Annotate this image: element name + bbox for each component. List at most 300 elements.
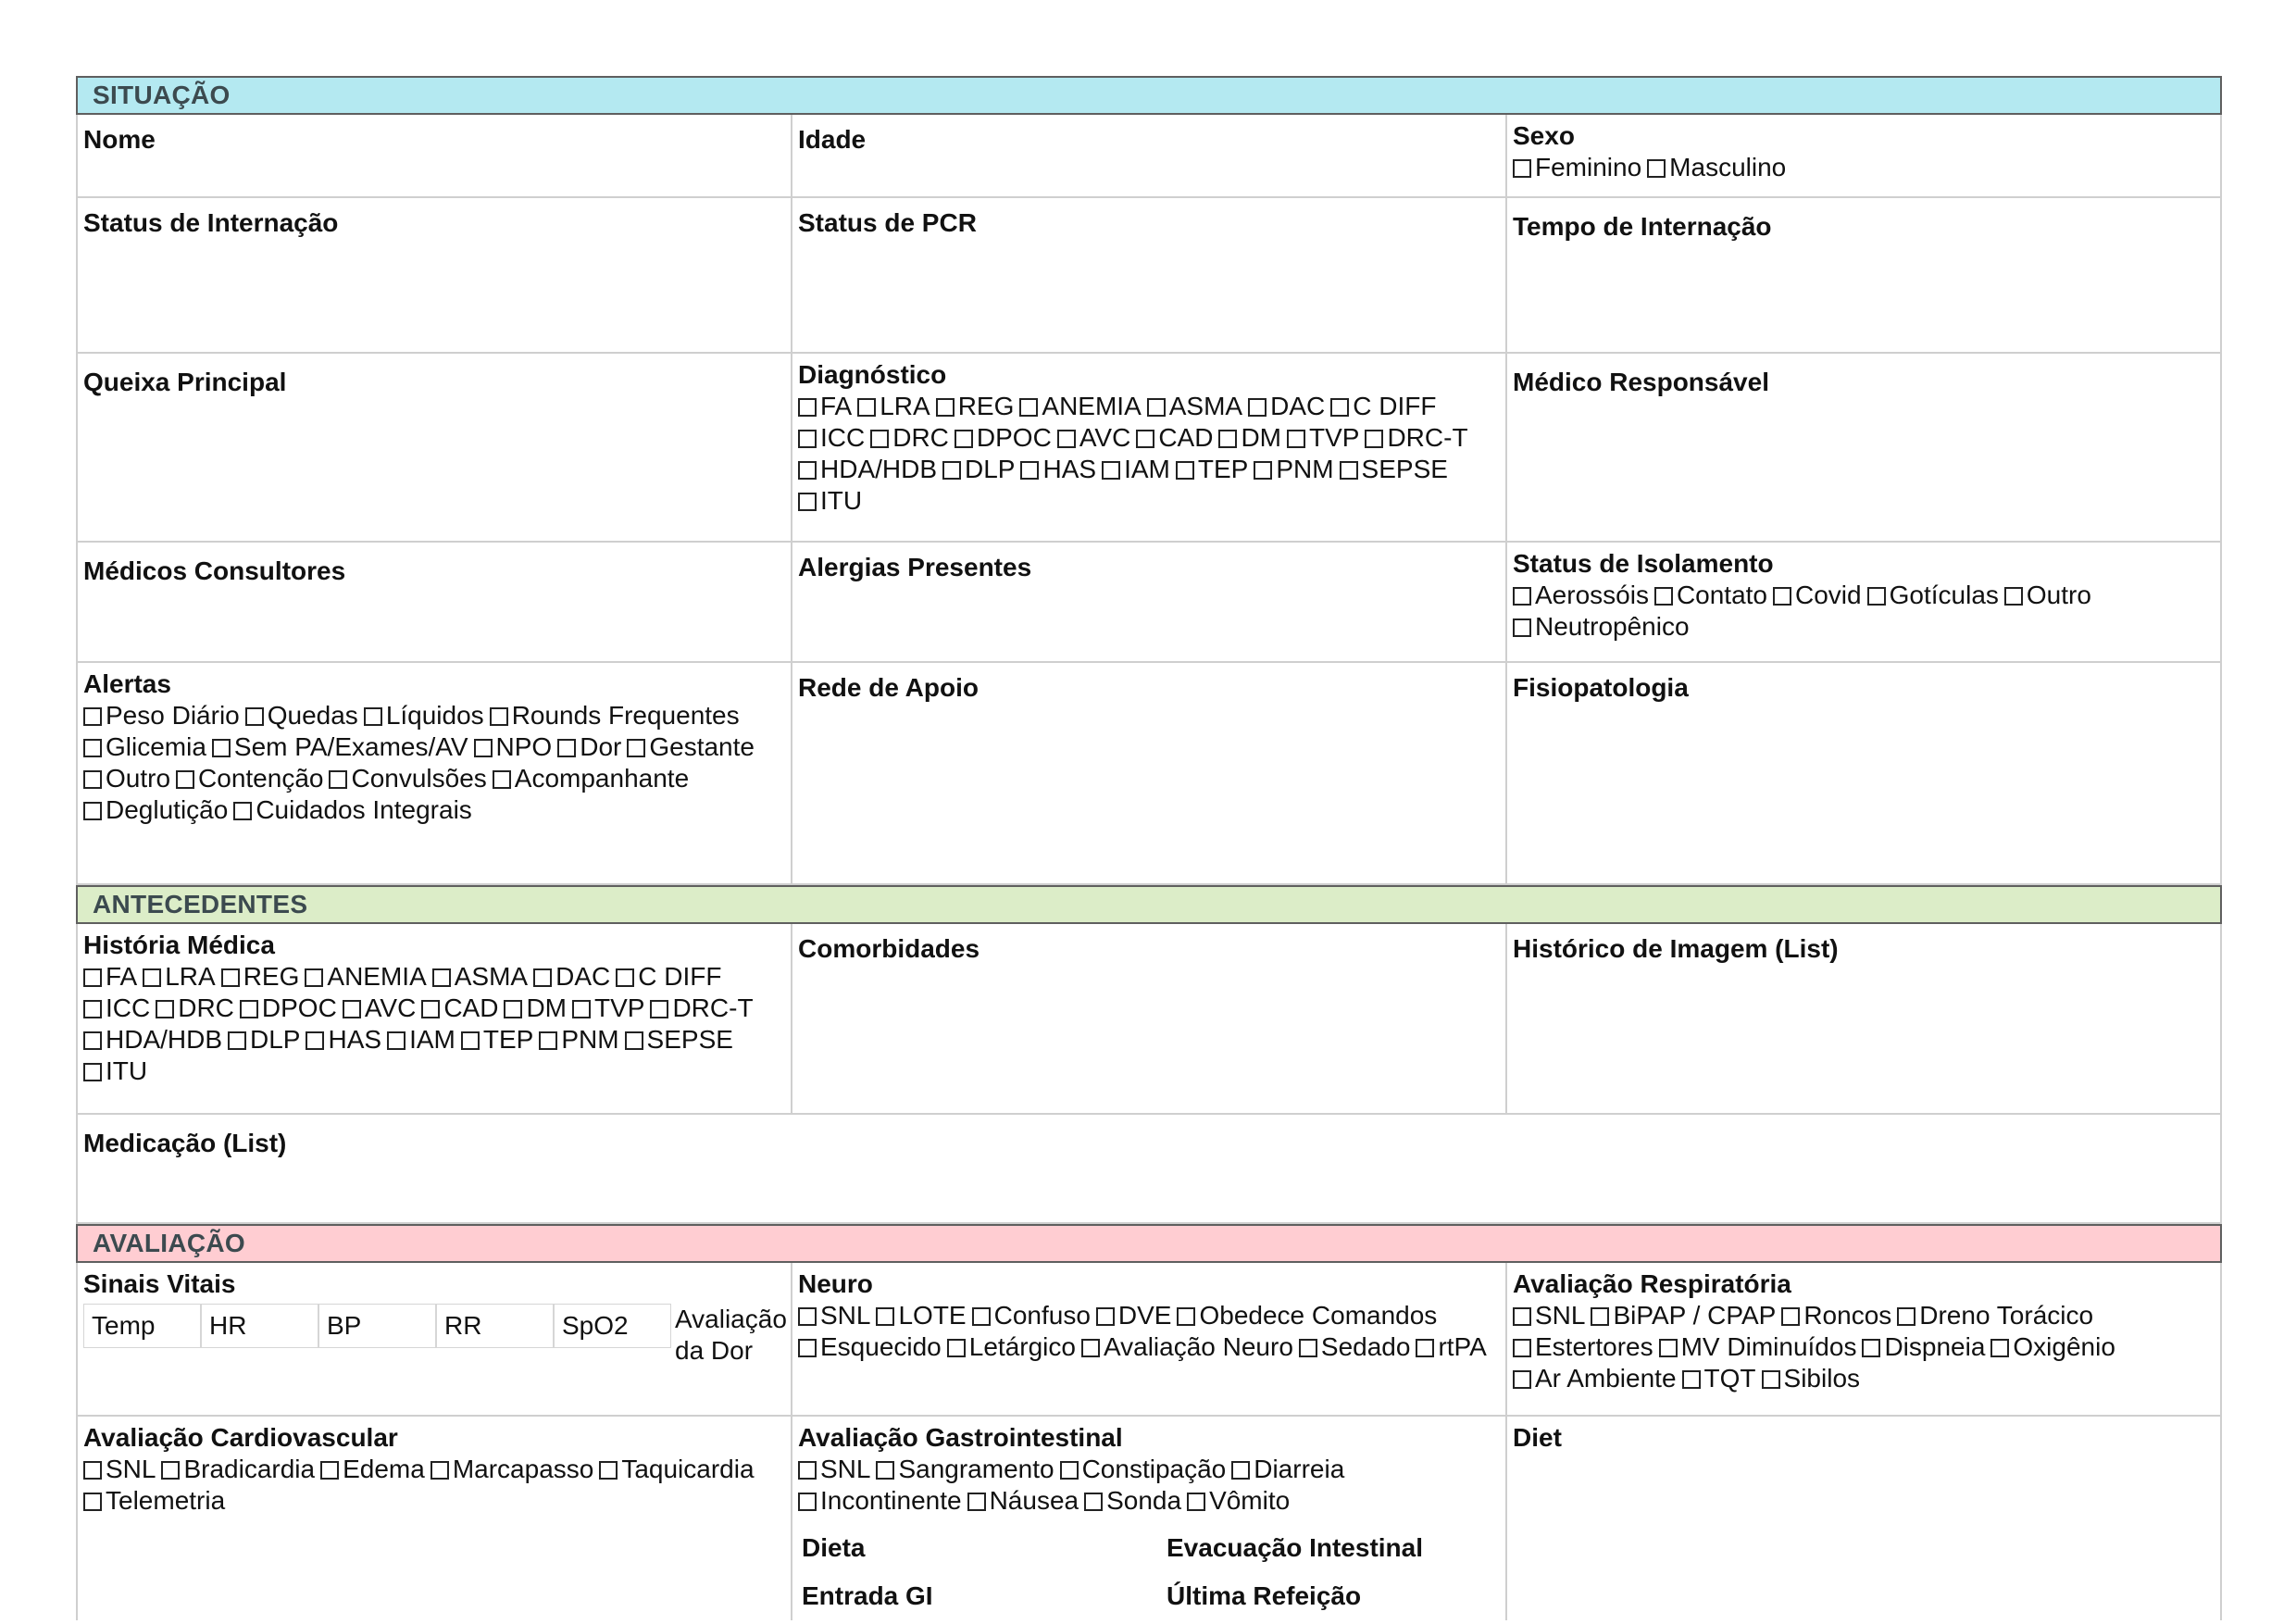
label-isolamento: Status de Isolamento <box>1513 549 1774 578</box>
checkbox-option[interactable] <box>240 993 337 1024</box>
checkbox-label: HAS <box>328 1025 382 1054</box>
cell-tempo-internacao[interactable] <box>1507 198 2220 352</box>
checkbox-icon[interactable] <box>798 1307 817 1326</box>
checkbox-icon[interactable] <box>161 1461 180 1480</box>
checkbox-option[interactable] <box>83 1056 147 1087</box>
checkbox-option[interactable] <box>798 485 862 517</box>
checkbox-option[interactable] <box>83 794 228 826</box>
checkbox-icon[interactable] <box>2004 587 2023 606</box>
checkbox-option[interactable] <box>212 731 468 763</box>
checkbox-icon[interactable] <box>83 802 102 820</box>
checkbox-icon[interactable] <box>83 1031 102 1050</box>
checkbox-icon[interactable] <box>1287 430 1305 448</box>
checkbox-icon[interactable] <box>857 398 876 417</box>
checkbox-option[interactable] <box>329 763 486 794</box>
checkbox-option[interactable] <box>942 454 1015 485</box>
checkbox-label: HAS <box>1042 455 1097 483</box>
checkbox-icon[interactable] <box>83 1063 102 1081</box>
checkbox-option[interactable] <box>233 794 471 826</box>
checkbox-label: HDA/HDB <box>820 455 938 483</box>
checkbox-icon[interactable] <box>461 1031 480 1050</box>
checkbox-option[interactable] <box>1659 1331 1857 1363</box>
checkbox-option[interactable] <box>557 731 621 763</box>
checkbox-icon[interactable] <box>1060 1461 1079 1480</box>
checkbox-option[interactable] <box>539 1024 618 1056</box>
cell-medico-responsavel[interactable] <box>1507 354 2220 541</box>
checkbox-option[interactable] <box>627 731 755 763</box>
checkbox-option[interactable] <box>1081 1331 1293 1363</box>
checkbox-icon[interactable] <box>83 1493 102 1511</box>
checkbox-icon[interactable] <box>1330 398 1349 417</box>
checkbox-label: TEP <box>482 1025 534 1054</box>
checkbox-option[interactable] <box>1990 1331 2115 1363</box>
checkbox-option[interactable] <box>1330 391 1436 422</box>
checkbox-option[interactable] <box>1176 454 1248 485</box>
checkbox-icon[interactable] <box>572 1000 591 1018</box>
checkbox-option[interactable] <box>461 1024 533 1056</box>
cell-queixa[interactable] <box>78 354 792 541</box>
gi-field-ultima-refeicao[interactable]: Última Refeição <box>1167 1581 1362 1610</box>
row-identification <box>76 115 2222 198</box>
checkbox-icon[interactable] <box>625 1031 643 1050</box>
cell-alergias[interactable] <box>792 543 1507 661</box>
checkbox-option[interactable] <box>421 993 498 1024</box>
checkbox-icon[interactable] <box>798 1493 817 1511</box>
checkbox-label: C DIFF <box>638 962 722 991</box>
label-idade: Idade <box>798 125 867 154</box>
checkbox-icon[interactable] <box>1147 398 1166 417</box>
checkbox-icon[interactable] <box>798 398 817 417</box>
checkbox-option[interactable] <box>83 1485 225 1517</box>
checkbox-option[interactable] <box>2004 580 2091 611</box>
checkbox-icon[interactable] <box>1081 1339 1100 1357</box>
checkbox-label: SNL <box>820 1301 871 1330</box>
checkbox-option[interactable] <box>1682 1363 1756 1394</box>
checkbox-label: FA <box>106 962 138 991</box>
checkbox-icon[interactable] <box>1177 1307 1195 1326</box>
checkbox-option[interactable] <box>1136 422 1213 454</box>
checkbox-label: DAC <box>555 962 611 991</box>
checkbox-option[interactable] <box>320 1454 425 1485</box>
checkbox-option[interactable] <box>387 1024 455 1056</box>
checkbox-label: DM <box>526 993 567 1022</box>
checkbox-option[interactable] <box>798 391 852 422</box>
checkbox-label: DM <box>1241 423 1281 452</box>
row-historia <box>76 924 2222 1115</box>
checkbox-icon[interactable] <box>798 1461 817 1480</box>
checkbox-option[interactable] <box>1102 454 1170 485</box>
checkbox-option[interactable] <box>1020 454 1096 485</box>
checkbox-label: Taquicardia <box>621 1455 755 1483</box>
checkbox-icon[interactable] <box>876 1461 894 1480</box>
checkbox-icon[interactable] <box>1591 1307 1609 1326</box>
checkbox-label: Convulsões <box>351 764 487 793</box>
checkbox-icon[interactable] <box>1019 398 1038 417</box>
checkbox-option[interactable] <box>1513 1331 1653 1363</box>
cell-fisiopatologia[interactable] <box>1507 663 2220 883</box>
checkbox-option[interactable] <box>1416 1331 1486 1363</box>
checkbox-option[interactable] <box>1897 1300 2093 1331</box>
cell-comorbidades[interactable] <box>792 924 1507 1113</box>
checkbox-option[interactable] <box>1591 1300 1776 1331</box>
checkbox-option[interactable] <box>1781 1300 1891 1331</box>
checkbox-option[interactable] <box>650 993 753 1024</box>
gi-field-dieta[interactable]: Dieta <box>802 1533 866 1562</box>
checkbox-option[interactable] <box>343 993 417 1024</box>
checkbox-icon[interactable] <box>1416 1339 1434 1357</box>
checkbox-icon[interactable] <box>1990 1339 2009 1357</box>
checkbox-icon[interactable] <box>421 1000 440 1018</box>
checkbox-label: PNM <box>1276 455 1334 483</box>
checkbox-icon[interactable] <box>798 430 817 448</box>
checkbox-icon[interactable] <box>83 1461 102 1480</box>
checkbox-icon[interactable] <box>539 1031 557 1050</box>
checkbox-icon[interactable] <box>364 707 382 726</box>
checkbox-icon[interactable] <box>1136 430 1154 448</box>
checkbox-label: ITU <box>106 1056 148 1085</box>
checkbox-option[interactable] <box>1187 1485 1290 1517</box>
checkbox-option[interactable] <box>1084 1485 1181 1517</box>
checkbox-icon[interactable] <box>533 968 552 987</box>
checkbox-icon[interactable] <box>1773 587 1791 606</box>
checkbox-icon[interactable] <box>432 968 451 987</box>
label-historia-medica: História Médica <box>83 931 275 959</box>
checkbox-icon[interactable] <box>176 770 194 789</box>
checkbox-icon[interactable] <box>1862 1339 1880 1357</box>
checkbox-icon[interactable] <box>1084 1493 1103 1511</box>
checkbox-option[interactable] <box>1231 1454 1344 1485</box>
checkbox-label: Masculino <box>1669 153 1787 181</box>
label-rede-apoio: Rede de Apoio <box>798 673 979 702</box>
checkbox-icon[interactable] <box>1187 1493 1205 1511</box>
row-medicacao <box>76 1115 2222 1224</box>
checkbox-icon[interactable] <box>1513 618 1531 637</box>
checkbox-icon[interactable] <box>1176 461 1194 480</box>
checkbox-label: ANEMIA <box>327 962 427 991</box>
checkbox-option[interactable] <box>504 993 567 1024</box>
checkbox-icon[interactable] <box>228 1031 246 1050</box>
checkbox-icon[interactable] <box>1299 1339 1317 1357</box>
checkbox-option[interactable] <box>83 961 137 993</box>
label-respiratoria: Avaliação Respiratória <box>1513 1269 1791 1298</box>
options-cardio <box>83 1454 785 1517</box>
cell-neuro <box>792 1263 1507 1415</box>
checkbox-option[interactable] <box>83 993 150 1024</box>
checkbox-icon[interactable] <box>942 461 961 480</box>
checkbox-option[interactable] <box>870 422 949 454</box>
checkbox-option[interactable] <box>1513 580 1649 611</box>
checkbox-option[interactable] <box>798 1300 870 1331</box>
section-header-avaliacao: AVALIAÇÃO <box>76 1224 2222 1263</box>
checkbox-icon[interactable] <box>1057 430 1076 448</box>
checkbox-icon[interactable] <box>1654 587 1673 606</box>
checkbox-label: DAC <box>1270 392 1326 420</box>
checkbox-icon[interactable] <box>1762 1370 1780 1389</box>
checkbox-icon[interactable] <box>1513 1370 1531 1389</box>
checkbox-icon[interactable] <box>83 707 102 726</box>
vitals-col-rr[interactable]: RR <box>436 1304 554 1348</box>
checkbox-label: CAD <box>1158 423 1214 452</box>
checkbox-option[interactable] <box>798 1454 870 1485</box>
checkbox-icon[interactable] <box>1647 159 1666 178</box>
cell-status-pcr[interactable] <box>792 198 1507 352</box>
checkbox-option[interactable] <box>798 1331 942 1363</box>
checkbox-label: Vômito <box>1209 1486 1291 1515</box>
checkbox-option[interactable] <box>616 961 721 993</box>
checkbox-option[interactable] <box>936 391 1015 422</box>
cell-alertas <box>78 663 792 883</box>
checkbox-icon[interactable] <box>798 493 817 511</box>
vitals-col-spo2[interactable]: SpO2 <box>554 1304 671 1348</box>
checkbox-icon[interactable] <box>305 968 323 987</box>
checkbox-label: Peso Diário <box>106 701 240 730</box>
checkbox-icon[interactable] <box>83 1000 102 1018</box>
checkbox-option[interactable] <box>493 763 689 794</box>
checkbox-option[interactable] <box>857 391 930 422</box>
checkbox-option[interactable] <box>1019 391 1141 422</box>
checkbox-label: Telemetria <box>106 1486 226 1515</box>
checkbox-icon[interactable] <box>1340 461 1358 480</box>
checkbox-icon[interactable] <box>430 1461 449 1480</box>
checkbox-label: Oxigênio <box>2013 1332 2115 1361</box>
checkbox-option[interactable] <box>1513 1300 1585 1331</box>
cell-idade[interactable] <box>792 115 1507 196</box>
cell-status-internacao[interactable] <box>78 198 792 352</box>
checkbox-label: DLP <box>965 455 1016 483</box>
checkbox-icon[interactable] <box>1897 1307 1915 1326</box>
checkbox-icon[interactable] <box>504 1000 522 1018</box>
checkbox-icon[interactable] <box>1218 430 1237 448</box>
checkbox-option[interactable] <box>572 993 644 1024</box>
checkbox-option[interactable] <box>533 961 610 993</box>
checkbox-label: Outro <box>106 764 171 793</box>
vitals-col-hr[interactable]: HR <box>201 1304 318 1348</box>
checkbox-label: DPOC <box>261 993 337 1022</box>
checkbox-option[interactable] <box>798 422 865 454</box>
checkbox-option[interactable] <box>1248 391 1325 422</box>
cell-cardio <box>78 1417 792 1620</box>
cell-medicacao[interactable] <box>78 1115 2220 1222</box>
checkbox-icon[interactable] <box>1102 461 1120 480</box>
checkbox-label: Contenção <box>198 764 324 793</box>
checkbox-icon[interactable] <box>329 770 347 789</box>
checkbox-icon[interactable] <box>233 802 252 820</box>
checkbox-option[interactable] <box>83 700 240 731</box>
checkbox-icon[interactable] <box>212 739 231 757</box>
checkbox-icon[interactable] <box>493 770 511 789</box>
checkbox-option[interactable] <box>1513 1363 1677 1394</box>
checkbox-icon[interactable] <box>955 430 973 448</box>
checkbox-option[interactable] <box>876 1300 966 1331</box>
checkbox-option[interactable] <box>305 961 426 993</box>
checkbox-icon[interactable] <box>798 461 817 480</box>
checkbox-icon[interactable] <box>83 770 102 789</box>
checkbox-label: TVP <box>1308 423 1360 452</box>
checkbox-option[interactable] <box>625 1024 733 1056</box>
checkbox-icon[interactable] <box>1513 1339 1531 1357</box>
vitals-col-temp[interactable]: Temp <box>83 1304 201 1348</box>
checkbox-label: DRC <box>892 423 949 452</box>
checkbox-option[interactable] <box>1057 422 1131 454</box>
checkbox-option[interactable] <box>1218 422 1281 454</box>
checkbox-option[interactable] <box>1365 422 1467 454</box>
checkbox-icon[interactable] <box>1231 1461 1250 1480</box>
label-alergias: Alergias Presentes <box>798 553 1032 581</box>
checkbox-icon[interactable] <box>1659 1339 1678 1357</box>
checkbox-option[interactable] <box>1147 391 1242 422</box>
label-diagnostico: Diagnóstico <box>798 360 947 389</box>
checkbox-option[interactable] <box>1513 152 1641 183</box>
checkbox-option[interactable] <box>1647 152 1786 183</box>
checkbox-icon[interactable] <box>1365 430 1383 448</box>
vitals-col-bp[interactable]: BP <box>318 1304 436 1348</box>
checkbox-icon[interactable] <box>240 1000 258 1018</box>
checkbox-icon[interactable] <box>306 1031 324 1050</box>
checkbox-label: SEPSE <box>646 1025 733 1054</box>
checkbox-option[interactable] <box>474 731 553 763</box>
checkbox-icon[interactable] <box>967 1493 986 1511</box>
checkbox-option[interactable] <box>432 961 528 993</box>
cell-nome[interactable] <box>78 115 792 196</box>
checkbox-option[interactable] <box>1867 580 1999 611</box>
checkbox-option[interactable] <box>947 1331 1076 1363</box>
checkbox-label: AVC <box>1079 423 1131 452</box>
checkbox-option[interactable] <box>156 993 234 1024</box>
checkbox-option[interactable] <box>1773 580 1862 611</box>
checkbox-option[interactable] <box>1287 422 1359 454</box>
row-cardio-gi <box>76 1417 2222 1620</box>
checkbox-option[interactable] <box>798 1485 962 1517</box>
checkbox-icon[interactable] <box>1513 1307 1531 1326</box>
checkbox-icon[interactable] <box>1020 461 1039 480</box>
checkbox-icon[interactable] <box>936 398 955 417</box>
checkbox-icon[interactable] <box>343 1000 361 1018</box>
checkbox-icon[interactable] <box>387 1031 406 1050</box>
checkbox-label: Líquidos <box>385 701 484 730</box>
checkbox-option[interactable] <box>490 700 740 731</box>
checkbox-option[interactable] <box>1762 1363 1860 1394</box>
checkbox-option[interactable] <box>1862 1331 1985 1363</box>
checkbox-label: LRA <box>880 392 930 420</box>
gi-fields <box>798 1524 1500 1620</box>
checkbox-icon[interactable] <box>650 1000 668 1018</box>
checkbox-icon[interactable] <box>876 1307 894 1326</box>
checkbox-option[interactable] <box>221 961 300 993</box>
cell-diet[interactable] <box>1507 1417 2220 1620</box>
checkbox-icon[interactable] <box>1096 1307 1115 1326</box>
form-sheet <box>76 76 2222 1620</box>
checkbox-option[interactable] <box>143 961 215 993</box>
label-cardio: Avaliação Cardiovascular <box>83 1423 398 1452</box>
cell-medicos-consultores[interactable] <box>78 543 792 661</box>
gi-field-entrada[interactable]: Entrada GI <box>802 1581 933 1610</box>
label-medicos-consultores: Médicos Consultores <box>83 556 346 585</box>
checkbox-option[interactable] <box>83 731 206 763</box>
cell-sexo <box>1507 115 2220 196</box>
checkbox-option[interactable] <box>798 454 937 485</box>
checkbox-label: DPOC <box>976 423 1052 452</box>
label-gastro: Avaliação Gastrointestinal <box>798 1423 1123 1452</box>
checkbox-icon[interactable] <box>870 430 889 448</box>
checkbox-option[interactable] <box>1060 1454 1227 1485</box>
options-gastro <box>798 1454 1500 1517</box>
checkbox-icon[interactable] <box>627 739 645 757</box>
checkbox-option[interactable] <box>245 700 358 731</box>
checkbox-option[interactable] <box>1299 1331 1411 1363</box>
checkbox-icon[interactable] <box>83 968 102 987</box>
checkbox-option[interactable] <box>83 763 170 794</box>
checkbox-label: Quedas <box>267 701 358 730</box>
checkbox-icon[interactable] <box>1781 1307 1800 1326</box>
checkbox-icon[interactable] <box>947 1339 966 1357</box>
checkbox-icon[interactable] <box>972 1307 991 1326</box>
cell-rede-apoio[interactable] <box>792 663 1507 883</box>
checkbox-option[interactable] <box>972 1300 1091 1331</box>
options-alertas <box>83 700 785 826</box>
checkbox-option[interactable] <box>599 1454 754 1485</box>
checkbox-option[interactable] <box>955 422 1052 454</box>
checkbox-icon[interactable] <box>1248 398 1267 417</box>
checkbox-icon[interactable] <box>320 1461 339 1480</box>
checkbox-icon[interactable] <box>1254 461 1272 480</box>
checkbox-icon[interactable] <box>490 707 508 726</box>
checkbox-option[interactable] <box>967 1485 1079 1517</box>
checkbox-option[interactable] <box>1513 611 1690 643</box>
checkbox-label: ITU <box>820 486 863 515</box>
cell-respiratoria <box>1507 1263 2220 1415</box>
checkbox-icon[interactable] <box>616 968 634 987</box>
checkbox-icon[interactable] <box>1682 1370 1701 1389</box>
checkbox-icon[interactable] <box>474 739 493 757</box>
vitals-col-dor[interactable]: Avaliação da Dor <box>675 1305 787 1365</box>
checkbox-icon[interactable] <box>83 739 102 757</box>
checkbox-icon[interactable] <box>143 968 161 987</box>
checkbox-label: TVP <box>593 993 645 1022</box>
checkbox-option[interactable] <box>430 1454 594 1485</box>
checkbox-option[interactable] <box>1340 454 1448 485</box>
checkbox-icon[interactable] <box>557 739 576 757</box>
checkbox-option[interactable] <box>176 763 323 794</box>
checkbox-label: SNL <box>820 1455 871 1483</box>
checkbox-option[interactable] <box>306 1024 381 1056</box>
checkbox-icon[interactable] <box>599 1461 618 1480</box>
checkbox-icon[interactable] <box>245 707 264 726</box>
checkbox-icon[interactable] <box>221 968 240 987</box>
checkbox-icon[interactable] <box>1867 587 1886 606</box>
checkbox-option[interactable] <box>83 1024 222 1056</box>
checkbox-option[interactable] <box>1254 454 1333 485</box>
checkbox-option[interactable] <box>1654 580 1767 611</box>
row-vitais <box>76 1263 2222 1417</box>
checkbox-icon[interactable] <box>156 1000 174 1018</box>
checkbox-option[interactable] <box>1096 1300 1172 1331</box>
checkbox-icon[interactable] <box>798 1339 817 1357</box>
checkbox-label: Gotículas <box>1889 581 1999 609</box>
checkbox-option[interactable] <box>228 1024 300 1056</box>
cell-gastro <box>792 1417 1507 1620</box>
checkbox-option[interactable] <box>364 700 484 731</box>
checkbox-option[interactable] <box>1177 1300 1437 1331</box>
checkbox-option[interactable] <box>161 1454 315 1485</box>
checkbox-icon[interactable] <box>1513 587 1531 606</box>
cell-historico-imagem[interactable] <box>1507 924 2220 1113</box>
checkbox-icon[interactable] <box>1513 159 1531 178</box>
checkbox-option[interactable] <box>83 1454 156 1485</box>
checkbox-label: Dor <box>580 732 622 761</box>
checkbox-label: Confuso <box>993 1301 1091 1330</box>
gi-field-evacuacao[interactable]: Evacuação Intestinal <box>1167 1533 1424 1562</box>
checkbox-option[interactable] <box>876 1454 1054 1485</box>
